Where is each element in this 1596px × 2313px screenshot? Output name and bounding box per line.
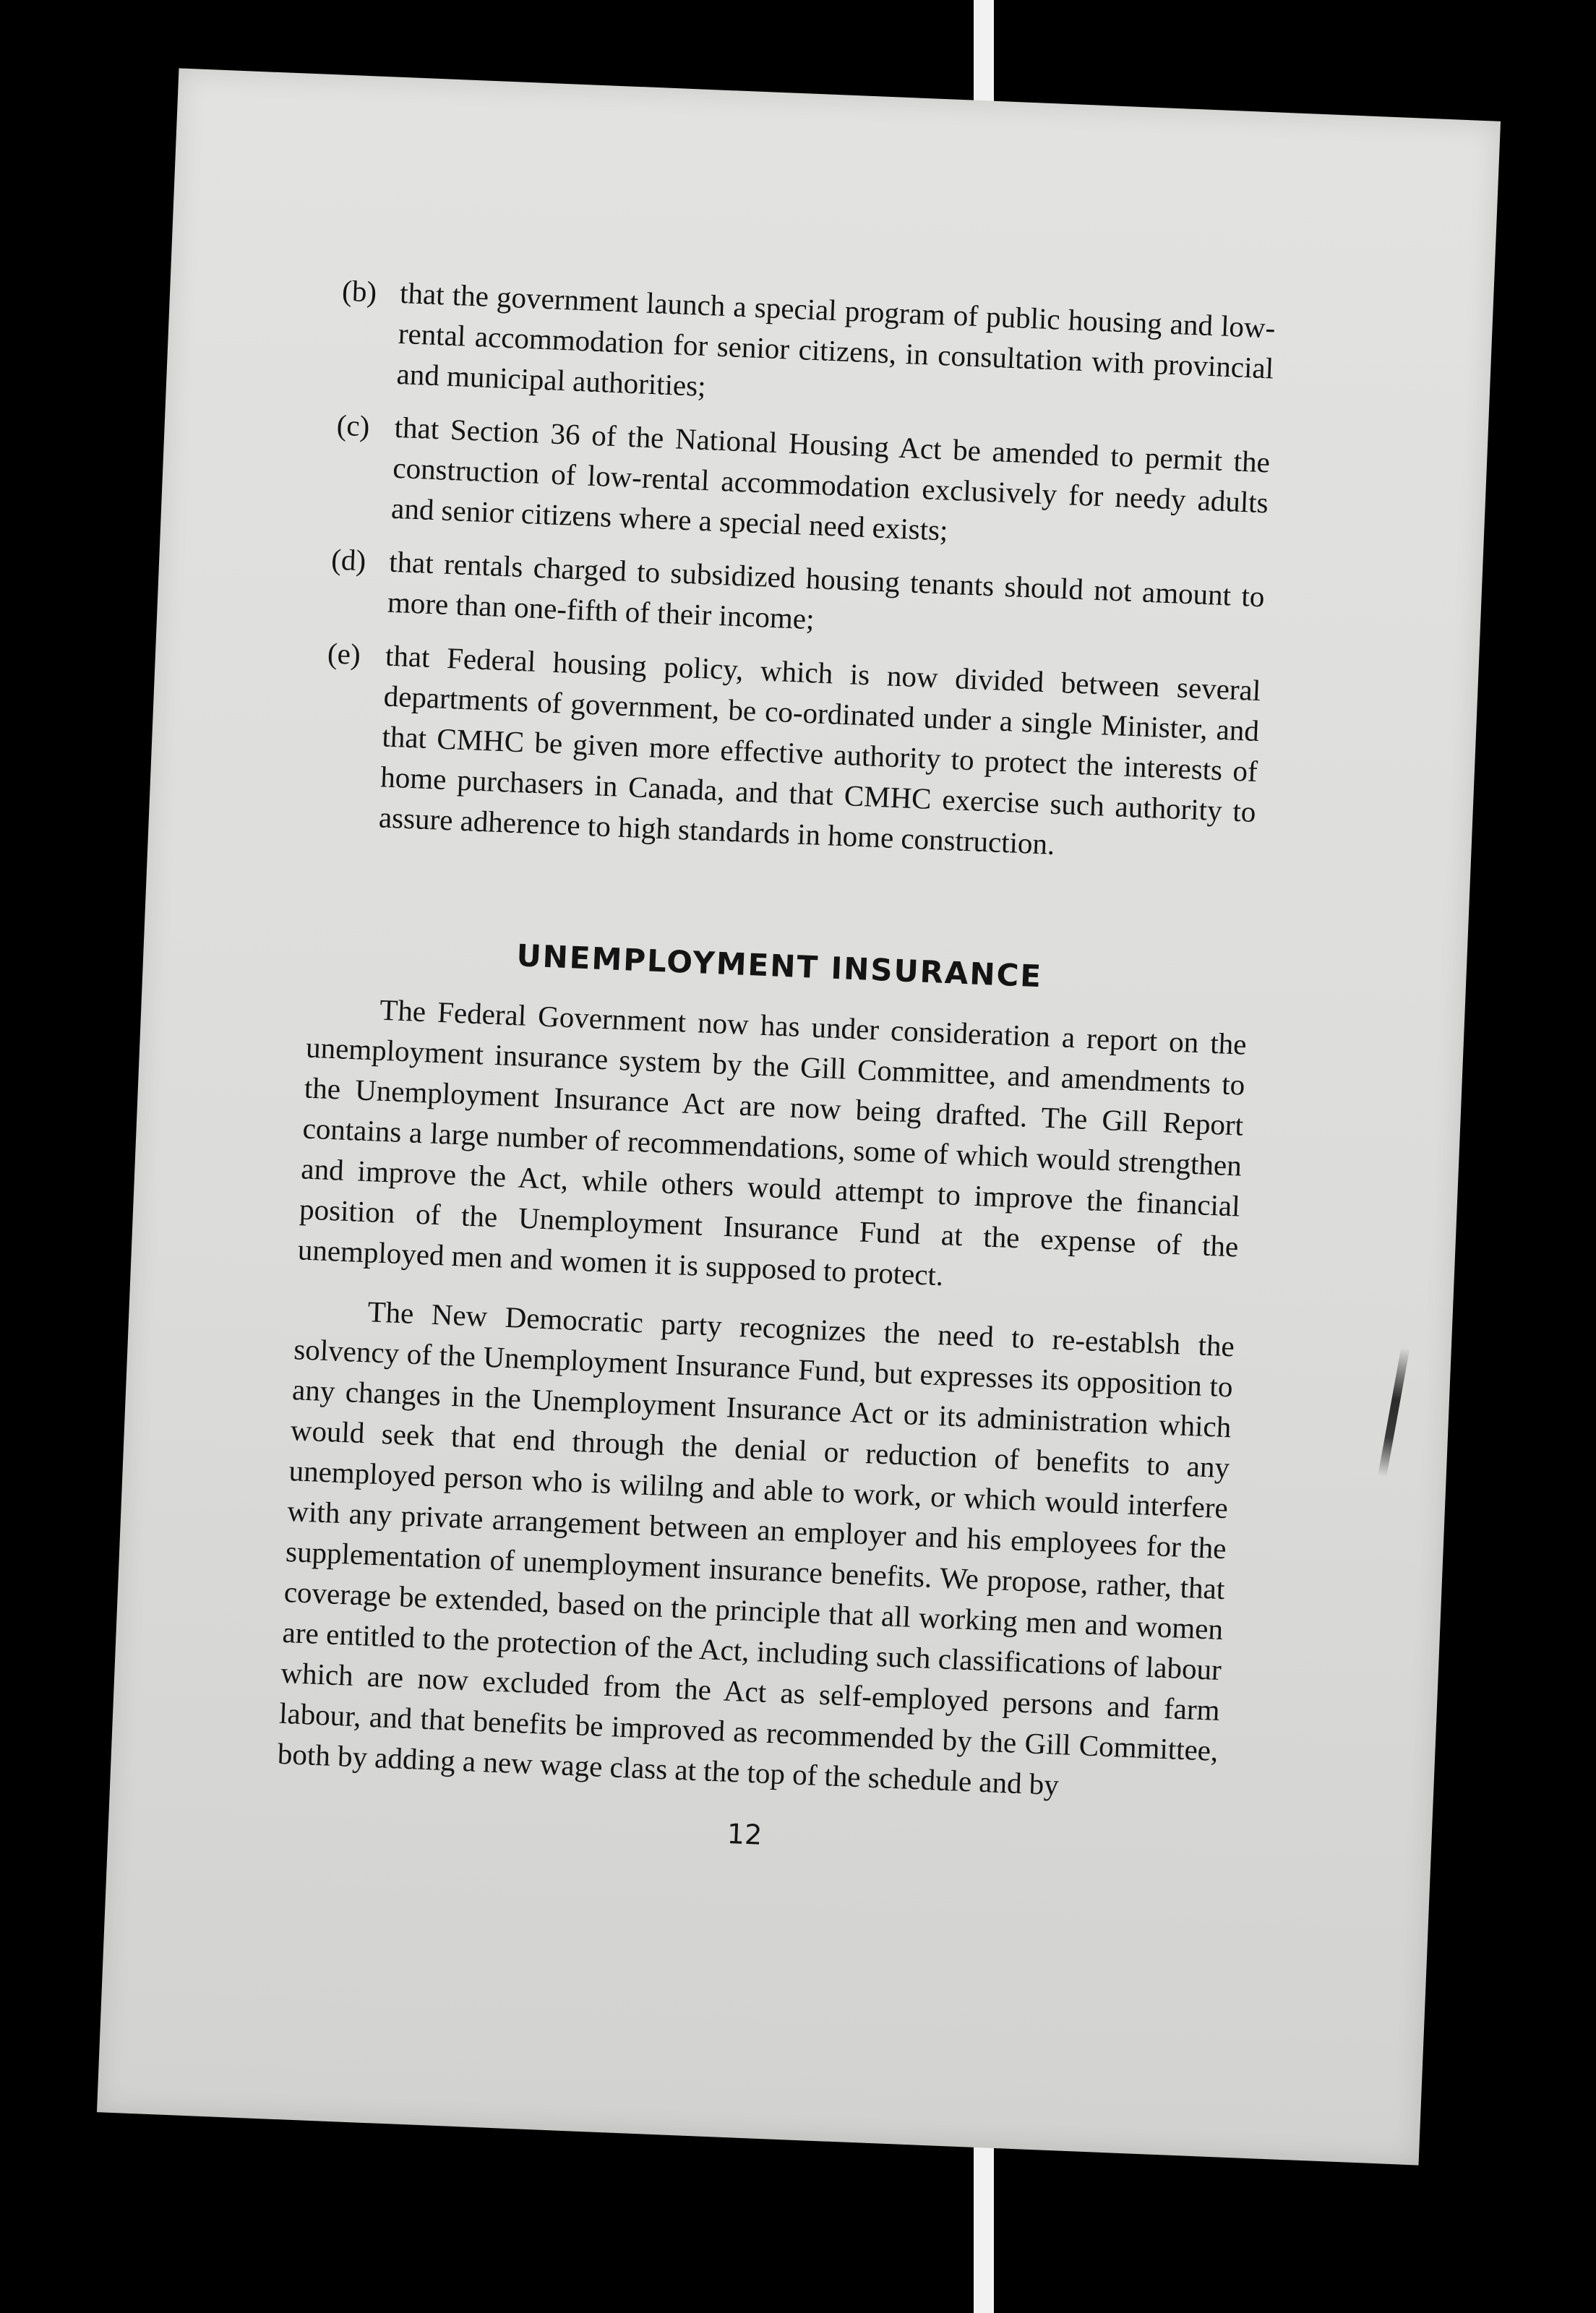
body-paragraph-1: The Federal Government now has under consideration a report on the unemployment insurance system by the Gill Committee, and amendments to the Unemployment Insurance Act are now being drafted. The Gill Report contains a large number of recommendations, some of which would strengthen and improve the Act, while others would attempt to improve the financial position of the Unemployment Insurance Fund at the expense of the unemployed men and women it is supposed to protect. [297,992,1248,1292]
page-number: 12 [726,1817,763,1851]
list-item-c [327,404,1271,563]
list-item-marker: (d) [330,542,367,578]
body-paragraph-2: The New Democratic party recognizes the need to re-establsh the solvency of the Unemployment Insurance Fund, but expresses its opposition to any changes in the Unemployment Insurance Act or its administration which would seek that end through the denial or reduction of benefits to any unemployed person who is wililng and able to work, or which would interfere with any private arrangement between an employer and his employees for the supplementation of unemployment insurance benefits. We propose, rather, that coverage be extended, based on the principle that all working men and women are entitled to the protection of the Act, including such classifications of labour which are now excluded from the Act as self-employed persons and farm labour, and that benefits be improved as recommended by the Gill Committee, both by adding a new wage class at the top of the schedule and by [277,1295,1235,1802]
list-item-marker: (b) [341,273,378,309]
section-heading: UNEMPLOYMENT INSURANCE [515,937,1044,995]
list-item-text: that Federal housing policy, which is now divided between several departments of government, be co-ordinated under a single Minister, and that CMHC be given more effective authority to protect the interests of home purchasers in Canada, and that CMHC exercise such authority to assure adherence to high standards in home construction. [378,638,1262,861]
list-item-text: that rentals charged to subsidized housing tenants should not amount to more than one-fifth of their income; [387,544,1266,636]
binding-strip-top [974,0,994,108]
recommendation-list [314,270,1276,872]
list-item-text: that the government launch a special program of public housing and low-rental accommodation for senior citizens, in consultation with provincial and municipal authorities; [395,275,1277,403]
list-item-marker: (c) [335,408,371,443]
list-item-text: that Section 36 of the National Housing Act be amended to permit the construction of low-rental accommodation exclusively for needy adults and senior citizens where a special need exists; [390,410,1271,547]
list-item-e [314,632,1261,872]
list-item-b [332,270,1277,429]
list-item-marker: (e) [327,636,361,671]
document-page [97,68,1501,2165]
binding-strip-bottom [974,2140,994,2313]
page-crease [1378,1347,1410,1477]
page-content [274,270,1276,1873]
